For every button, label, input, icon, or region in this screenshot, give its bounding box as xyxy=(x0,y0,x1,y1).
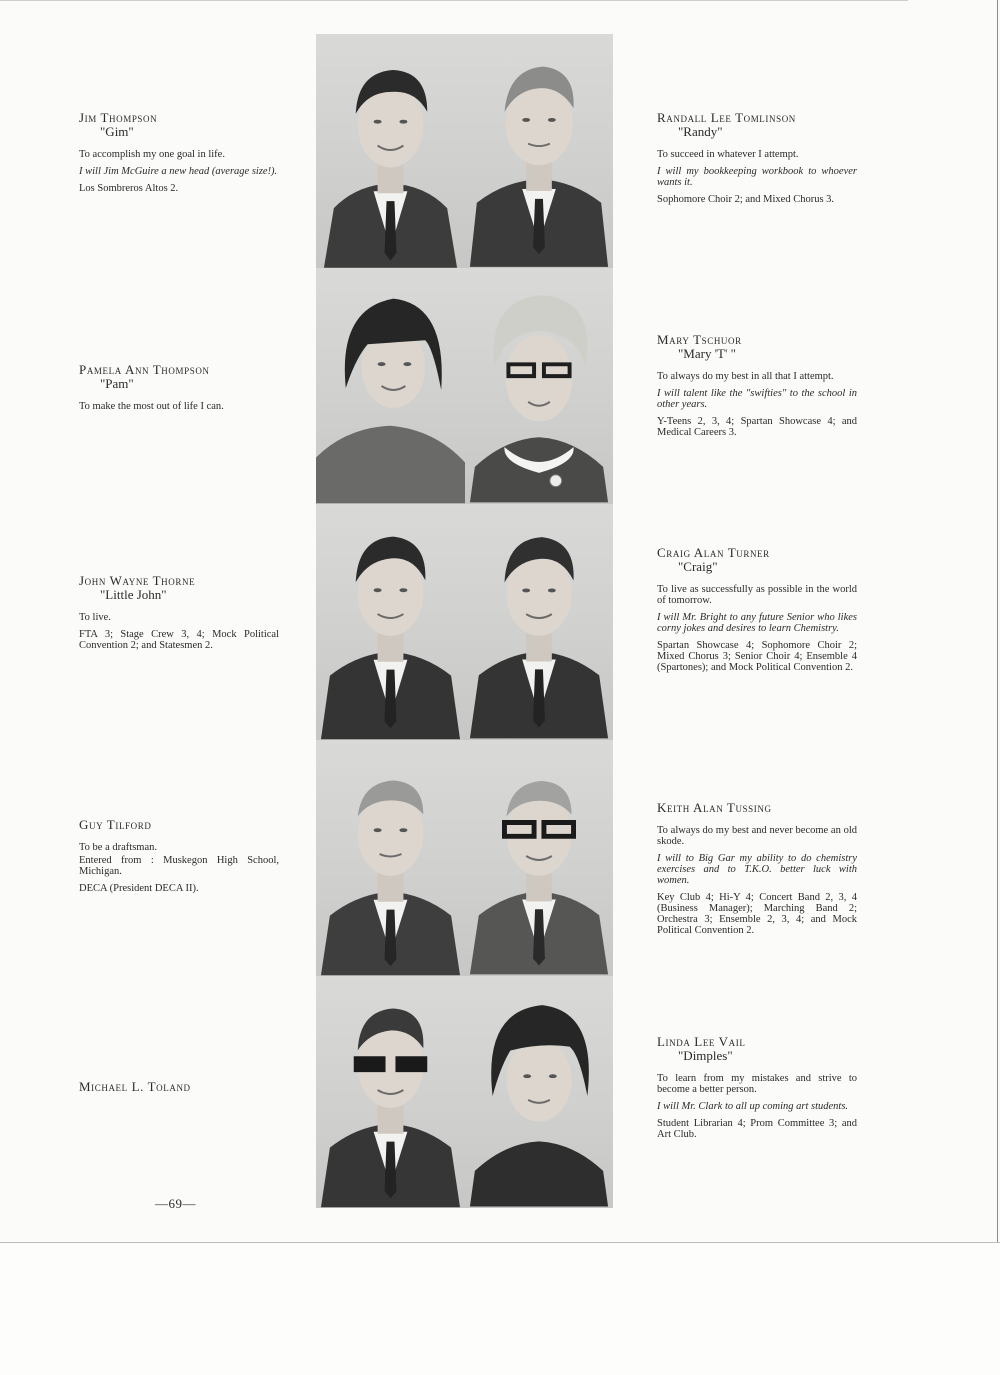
student-activities: FTA 3; Stage Crew 3, 4; Mock Political Convention 2; and Statesmen 2. xyxy=(79,629,279,651)
student-nickname: "Randy" xyxy=(678,124,723,139)
male-portrait-image xyxy=(316,740,465,976)
male-portrait-image xyxy=(465,34,613,268)
student-name: Guy Tilford xyxy=(79,817,152,832)
student-activities: Los Sombreros Altos 2. xyxy=(79,183,179,194)
portrait-linda-vail xyxy=(465,976,613,1208)
male-portrait-image xyxy=(316,34,465,268)
entry-linda-lee-vail xyxy=(657,1036,857,1146)
entry-jim-thompson xyxy=(79,112,279,200)
portrait-guy-tilford xyxy=(316,740,465,976)
student-name: Keith Alan Tussing xyxy=(657,800,772,815)
student-name: Linda Lee Vail xyxy=(657,1034,746,1049)
female-portrait-image xyxy=(465,976,613,1208)
portrait-jim-thompson xyxy=(316,34,465,268)
student-ambition: To live as successfully as possible in the world of tomorrow. xyxy=(657,584,857,606)
entry-john-wayne-thorne xyxy=(79,575,279,657)
entry-mary-tschuor xyxy=(657,334,857,444)
student-ambition: To make the most out of life I can. xyxy=(79,401,224,412)
student-ambition: To be a draftsman. xyxy=(79,842,157,853)
student-ambition: To always do my best in all that I attempt. xyxy=(657,371,834,382)
portrait-randall-tomlinson xyxy=(465,34,613,268)
portrait-craig-turner xyxy=(465,504,613,740)
student-nickname: "Craig" xyxy=(678,559,718,574)
student-ambition: To always do my best and never become an old skode. xyxy=(657,825,857,847)
student-will: I will to Big Gar my ability to do chemistry exercises and to T.K.O. better luck with women. xyxy=(657,853,857,886)
female-portrait-image xyxy=(465,268,613,504)
entry-michael-toland xyxy=(79,1081,279,1095)
student-nickname: "Mary 'T' " xyxy=(678,346,736,361)
student-ambition: To live. xyxy=(79,612,111,623)
student-activities: Spartan Showcase 4; Sophomore Choir 2; Mixed Chorus 3; Senior Choir 4; Ensemble 4 (Spartones); and Mock Political Convention 2. xyxy=(657,640,857,673)
page-number: —69— xyxy=(155,1196,196,1211)
male-portrait-image xyxy=(316,976,465,1208)
student-nickname: "Dimples" xyxy=(678,1048,733,1063)
student-ambition: To accomplish my one goal in life. xyxy=(79,149,225,160)
student-name: Pamela Ann Thompson xyxy=(79,362,210,377)
right-edge-rule xyxy=(997,0,998,1242)
student-nickname: "Gim" xyxy=(100,124,134,139)
top-edge-rule xyxy=(0,0,908,1)
student-nickname: "Little John" xyxy=(100,587,167,602)
student-name: Michael L. Toland xyxy=(79,1079,191,1094)
student-name: John Wayne Thorne xyxy=(79,573,196,588)
portrait-michael-toland xyxy=(316,976,465,1208)
portrait-john-thorne xyxy=(316,504,465,740)
student-nickname: "Pam" xyxy=(100,376,134,391)
entry-randall-lee-tomlinson xyxy=(657,112,857,211)
student-activities: Key Club 4; Hi-Y 4; Concert Band 2, 3, 4 (Business Manager); Marching Band 2; Orchestra 3; Ensemble 2, 3, 4; and Mock Political Convention 2. xyxy=(657,892,857,936)
male-portrait-image xyxy=(465,504,613,740)
portrait-keith-tussing xyxy=(465,740,613,976)
student-name: Craig Alan Turner xyxy=(657,545,770,560)
student-entered: Entered from : Muskegon High School, Michigan. xyxy=(79,855,279,877)
student-name: Randall Lee Tomlinson xyxy=(657,110,796,125)
student-activities: DECA (President DECA II). xyxy=(79,883,199,894)
male-portrait-image xyxy=(316,504,465,740)
entry-craig-alan-turner xyxy=(657,547,857,679)
student-will: I will Mr. Bright to any future Senior who likes corny jokes and desires to learn Chemistry. xyxy=(657,612,857,634)
student-will: I will Mr. Clark to all up coming art students. xyxy=(657,1101,849,1112)
student-will: I will Jim McGuire a new head (average size!). xyxy=(79,166,278,177)
portrait-pamela-thompson xyxy=(316,268,465,504)
student-ambition: To succeed in whatever I attempt. xyxy=(657,149,799,160)
student-activities: Sophomore Choir 2; and Mixed Chorus 3. xyxy=(657,194,835,205)
female-portrait-image xyxy=(316,268,465,504)
male-portrait-image xyxy=(465,740,613,976)
portrait-mary-tschuor xyxy=(465,268,613,504)
student-activities: Y-Teens 2, 3, 4; Spartan Showcase 4; and Medical Careers 3. xyxy=(657,416,857,438)
student-ambition: To learn from my mistakes and strive to become a better person. xyxy=(657,1073,857,1095)
student-name: Mary Tschuor xyxy=(657,332,742,347)
entry-pamela-ann-thompson xyxy=(79,364,279,418)
student-activities: Student Librarian 4; Prom Committee 3; and Art Club. xyxy=(657,1118,857,1140)
student-will: I will my bookkeeping workbook to whoever wants it. xyxy=(657,166,857,188)
student-will: I will talent like the "swifties" to the school in other years. xyxy=(657,388,857,410)
entry-guy-tilford xyxy=(79,819,279,900)
student-name: Jim Thompson xyxy=(79,110,158,125)
entry-keith-alan-tussing xyxy=(657,802,857,942)
portrait-photo-strip xyxy=(316,34,613,1208)
